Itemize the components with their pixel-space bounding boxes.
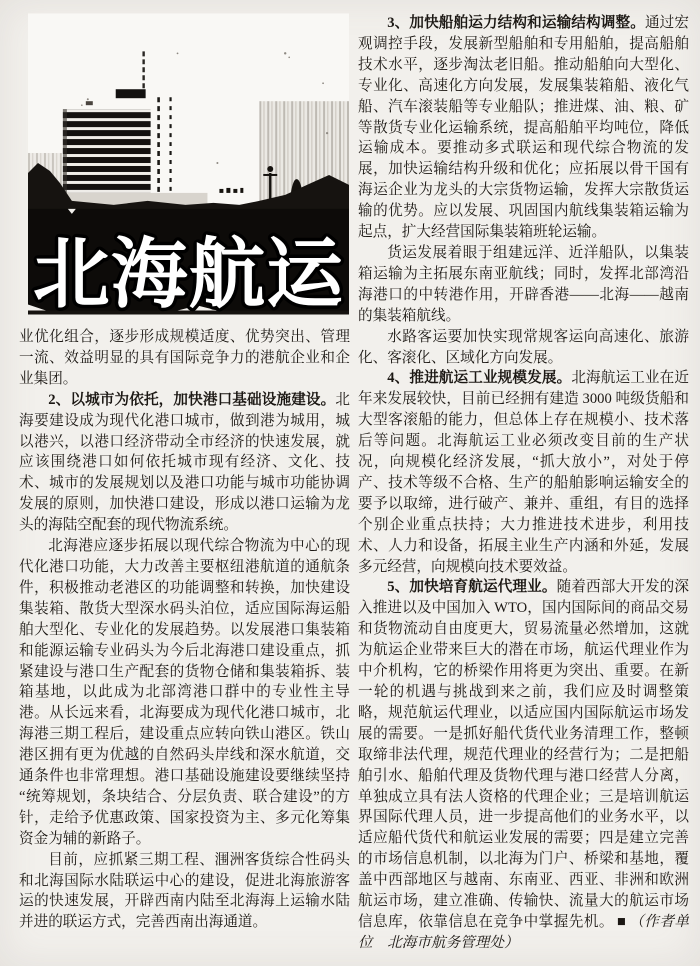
paragraph [358,13,689,243]
paragraph [358,577,689,953]
masthead-photo [28,13,349,315]
paragraph [19,850,350,934]
body-text: 北海航运工业在近年来发展较快，目前已经拥有建造 3000 吨级货船和大型客滚船的能力，但总体上存在规模小、技术落后等问题。北海航运工业必须改变目前的生产状况，向规模化经济发展，“抓大放小”，对处于停产、技术等级不合格、生产的船舶影响运输安全的要予以取缔，进行破产、兼并、重组，有目的选择个别企业重点扶持；大力推进技术进步，利用技术、人力和设备，拓展主业生产内涵和外延，发展多元经营，向规模向技术要效益。 [358,370,689,575]
body-text: 随着西部大开发的深入推进以及中国加入 WTO，国内国际间的商品交易和货物流动自由度更大，贸易流量必然增加，这就为航运企业带来巨大的潜在市场，航运代理业作为中介机构，它的桥梁作用将更为突出、重要。在新一轮的机遇与挑战到来之前，我们应及时调整策略，规范航运代理业，以适应国内国际航运市场发展的需要。一是抓好船代货代业务清理工作，整顿取缔非法代理，规范代理业的经营行为；二是把船舶引水、船舶代理及货物代理与港口经营人分离，单独成立具有法人资格的代理企业；三是培训航运界国际代理人员，进一步提高他们的业务水平，以适应船代货代和航运业发展的需要；四是建立完善的市场信息机制，以北海为门户、桥梁和基地，覆盖中西部地区与越南、东南亚、西亚、非洲和欧洲航运市场，建立准确、传输快、流量大的航运市场信息库，依靠信息在竞争中掌握先机。 [358,579,689,930]
body-text: 北海港应逐步拓展以现代综合物流为中心的现代化港口功能，大力改善主要枢纽港航道的通航条件，积极推动老港区的功能调整和转换，加快建设集装箱、散货大型深水码头泊位，适应国际海运船舶大型化、专业化的发展趋势。以发展港口集装箱和能源运输专业码头为今后北海港口建设重点，抓紧建设与港口生产配套的货物仓储和集装箱拆、装箱基地，以此成为北部湾港口群中的专业性主导港。从长远来看，北海要成为现代化港口城市，北海港三期工程后，建设重点应转向铁山港区。铁山港区拥有更为优越的自然码头岸线和深水航道，交通条件也非常理想。港口基础设施建设要继续坚持“统筹规划，条块结合、分层负责、联合建设”的方针，走给予优惠政策、国家投资为主、多元化筹集资金为辅的新路子。 [19,538,350,847]
body-text: 货运发展着眼于组建远洋、近洋船队，以集装箱运输为主拓展东南亚航线；同时，发挥北部湾沿海港口的中转港作用，开辟香港——北海——越南的集装箱航线。 [358,244,689,324]
paragraph [19,536,350,850]
author-credit: （作者单位 北海市航务管理处） [358,913,689,951]
section-heading: 2、以城市为依托，加快港口基础设施建设。 [48,391,336,408]
left-column [19,13,350,933]
body-text: 北海要建设成为现代化港口城市，做到港为城用，城以港兴，以港口经济带动全市经济的快速发展，就应该围绕港口如何依托城市现有经济、文化、技术、城市的发展规划以及港口功能与城市功能协调发展的原则，加快港口建设，形成以港口运输为龙头的海陆空配套的现代物流系统。 [19,391,350,534]
right-column-text [358,13,689,954]
body-text: 水路客运要加快实现常规客运向高速化、旅游化、客滚化、区域化方向发展。 [358,328,689,366]
paragraph [19,390,350,536]
section-heading: 4、推进航运工业规模发展。 [387,370,572,387]
paragraph [358,368,689,577]
paragraph [358,327,689,369]
body-text: 目前，应抓紧三期工程、涠洲客货综合性码头和北海国际水陆联运中心的建设，促进北海旅游客运的快速发展，开辟西南内陆至北海海上运输水陆并进的联运方式，完善西南出海通道。 [19,851,350,931]
section-heading: 5、加快培育航运代理业。 [387,579,557,596]
end-of-article-mark: ■ [616,913,627,930]
left-column-text [19,327,350,933]
body-text: 业优化组合，逐步形成规模适度、优势突出、管理一流、效益明显的具有国际竞争力的港航企业和企业集团。 [19,329,350,387]
section-heading: 3、加快船舶运力结构和运输结构调整。 [387,15,645,31]
paragraph [19,327,350,390]
tower-roof-cap [116,89,146,98]
tower-roof-cap-mark [86,101,93,105]
body-text: 通过宏观调控手段，发展新型船舶和专用船舶，提高船舶技术水平，逐步淘汰老旧船。推动船舶向大型化、专业化、高速化方向发展，发展集装箱船、液化气船、汽车滚装船等专业船队；推进煤、油、粮、矿等散货专业化运输系统，提高船舶平均吨位，降低运输成本。要推动多式联运和现代综合物流的发展，加快运输结构升级和优化；应拓展以骨干国有海运企业为龙头的大宗货物运输，发挥大宗散货运输的优势。应以发展、巩固国内航线集装箱运输为起点，扩大经营国际集装箱班轮运输。 [358,15,689,241]
paragraph [358,243,689,327]
masthead-title: 北海航运 [33,230,344,315]
masthead-photo-illustration [28,13,349,315]
